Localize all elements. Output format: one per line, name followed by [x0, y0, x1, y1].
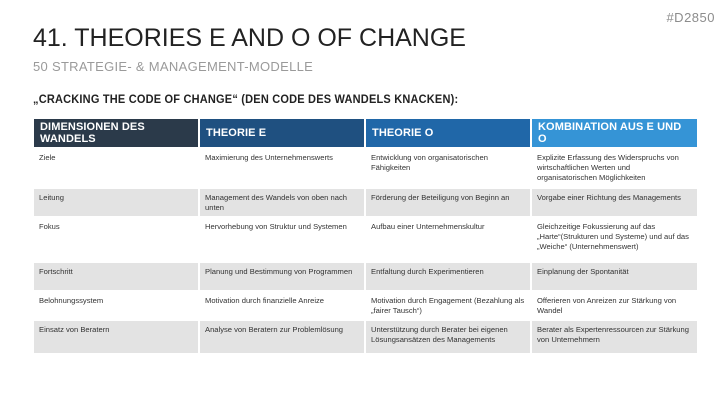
table-cell: Berater als Expertenressourcen zur Stärkung von Unternehmern	[532, 319, 697, 353]
header-theory-e: THEORIE E	[200, 119, 364, 147]
table-cell: Förderung der Beteiligung von Beginn an	[366, 187, 530, 216]
header-combination: KOMBINATION AUS E UND O	[532, 119, 697, 147]
table-row	[34, 319, 697, 353]
table-cell: Planung und Bestimmung von Programmen	[200, 261, 364, 290]
page-subtitle: 50 STRATEGIE- & MANAGEMENT-MODELLE	[33, 59, 314, 74]
table-cell: Vorgabe einer Richtung des Managements	[532, 187, 697, 216]
table-cell: Einsatz von Beratern	[34, 319, 198, 353]
table-cell: Hervorhebung von Struktur und Systemen	[200, 216, 364, 261]
slide-id: #D2850	[666, 10, 715, 25]
table-cell: Ziele	[34, 147, 198, 187]
header-dimensions: DIMENSIONEN DES WANDELS	[34, 119, 198, 147]
table-row	[34, 261, 697, 290]
table-cell: Offerieren von Anreizen zur Stärkung von Wandel	[532, 290, 697, 319]
table-cell: Aufbau einer Unternehmenskultur	[366, 216, 530, 261]
table-header-row	[34, 119, 697, 147]
page-title: 41. THEORIES E AND O OF CHANGE	[33, 24, 466, 52]
table-cell: Entfaltung durch Experimentieren	[366, 261, 530, 290]
table-cell: Fokus	[34, 216, 198, 261]
table-cell: Gleichzeitige Fokussierung auf das „Harte“(Strukturen und Systeme) und auf das „Weiche“ (Unternehmenswert)	[532, 216, 697, 261]
table-cell: Einplanung der Spontanität	[532, 261, 697, 290]
table-cell: Belohnungssystem	[34, 290, 198, 319]
table-cell: Fortschritt	[34, 261, 198, 290]
section-heading: „CRACKING THE CODE OF CHANGE“ (DEN CODE DES WANDELS KNACKEN):	[33, 93, 459, 107]
table-cell: Unterstützung durch Berater bei eigenen Lösungsansätzen des Managements	[366, 319, 530, 353]
table-cell: Analyse von Beratern zur Problemlösung	[200, 319, 364, 353]
theories-table	[32, 119, 699, 353]
table-row	[34, 187, 697, 216]
table-row	[34, 216, 697, 261]
table-cell: Explizite Erfassung des Widerspruchs von wirtschaftlichen Werten und organisatorischen Möglichkeiten	[532, 147, 697, 187]
table-cell: Entwicklung von organisatorischen Fähigkeiten	[366, 147, 530, 187]
header-theory-o: THEORIE O	[366, 119, 530, 147]
table-row	[34, 290, 697, 319]
table-cell: Maximierung des Unternehmenswerts	[200, 147, 364, 187]
table-row	[34, 147, 697, 187]
table-cell: Leitung	[34, 187, 198, 216]
table-cell: Management des Wandels von oben nach unten	[200, 187, 364, 216]
table-cell: Motivation durch finanzielle Anreize	[200, 290, 364, 319]
table-cell: Motivation durch Engagement (Bezahlung als „fairer Tausch“)	[366, 290, 530, 319]
